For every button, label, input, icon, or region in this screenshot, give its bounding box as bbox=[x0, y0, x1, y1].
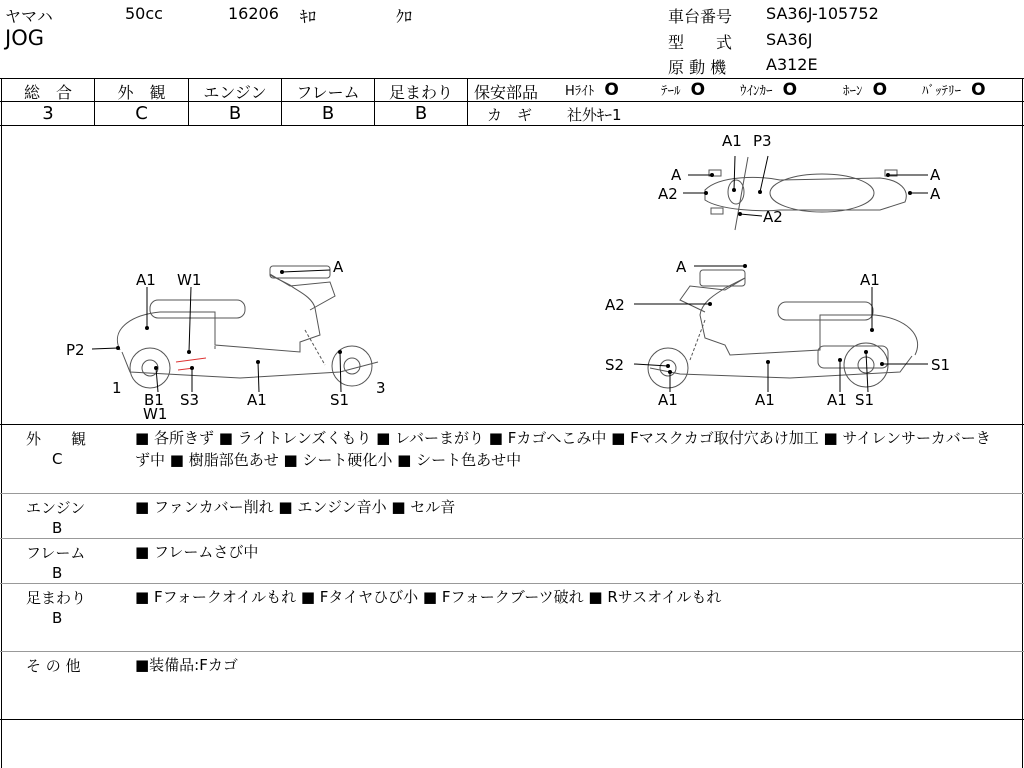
diag-label: W1 bbox=[177, 271, 202, 289]
safety-item-battery bbox=[922, 80, 986, 100]
safety-item-mark: O bbox=[690, 80, 706, 100]
scooter-right-view bbox=[634, 266, 928, 392]
diag-label: A bbox=[676, 258, 687, 276]
detail-grade-exterior: C bbox=[52, 450, 63, 468]
safety-item-horn bbox=[843, 80, 887, 100]
diag-label: P3 bbox=[753, 132, 772, 150]
type-value: SA36J bbox=[766, 30, 813, 49]
safety-item-winker bbox=[740, 80, 797, 100]
mileage: 16206 bbox=[228, 4, 279, 23]
detail-text-suspension: ■ Fフォークオイルもれ ■ Fタイヤひび小 ■ Fフォークブーツ破れ ■ Rサスオイルもれ bbox=[135, 588, 722, 606]
suspension-score-label: 足まわり bbox=[388, 83, 453, 102]
diag-label: W1 bbox=[143, 405, 168, 423]
diag-label: S1 bbox=[330, 391, 350, 409]
diag-label: A1 bbox=[722, 132, 742, 150]
safety-item-name: ﾃｰﾙ bbox=[661, 84, 681, 99]
key-value: 社外ｷｰ1 bbox=[567, 106, 622, 124]
safety-label: 保安部品 bbox=[474, 83, 539, 102]
safety-item-name: ﾊﾞｯﾃﾘｰ bbox=[922, 84, 961, 99]
scooter-left-view bbox=[92, 266, 378, 392]
diag-label: P2 bbox=[66, 341, 85, 359]
detail-title-engine: エンジン bbox=[26, 499, 86, 517]
diag-label: A bbox=[930, 185, 941, 203]
detail-grade-engine: B bbox=[52, 519, 63, 537]
diag-label: B1 bbox=[144, 391, 164, 409]
diag-label: 3 bbox=[376, 379, 386, 397]
frame-no: SA36J-105752 bbox=[766, 4, 879, 23]
diag-label: A1 bbox=[658, 391, 678, 409]
diag-label: S3 bbox=[180, 391, 200, 409]
detail-text-engine: ■ ファンカバー削れ ■ エンジン音小 ■ セル音 bbox=[135, 498, 456, 516]
diag-label: S2 bbox=[605, 356, 625, 374]
frame-no-label: 車台番号 bbox=[668, 7, 733, 26]
detail-title-suspension: 足まわり bbox=[26, 589, 87, 607]
scooter-top-view bbox=[683, 156, 928, 230]
diag-label: S1 bbox=[855, 391, 875, 409]
safety-item-mark: O bbox=[872, 80, 888, 100]
safety-item-name: Hﾗｲﾄ bbox=[565, 84, 595, 99]
safety-item-mark: O bbox=[604, 80, 619, 100]
exterior-score: C bbox=[135, 103, 148, 124]
total-label: 総 合 bbox=[23, 83, 72, 102]
diag-label: A1 bbox=[827, 391, 847, 409]
diag-label: A1 bbox=[860, 271, 880, 289]
diag-label: A2 bbox=[658, 185, 678, 203]
diag-label: A1 bbox=[247, 391, 267, 409]
safety-item-name: ﾎｰﾝ bbox=[843, 84, 863, 99]
safety-item-tail bbox=[661, 80, 705, 100]
detail-text-frame: ■ フレームさび中 bbox=[135, 543, 259, 561]
frame-score-label: フレーム bbox=[296, 83, 360, 102]
detail-title-other: そ の 他 bbox=[26, 657, 81, 675]
diag-label: A1 bbox=[136, 271, 156, 289]
model-name: JOG bbox=[5, 26, 44, 50]
diag-label: A bbox=[333, 258, 344, 276]
diag-label: A2 bbox=[605, 296, 625, 314]
color: ｸﾛ bbox=[396, 7, 413, 26]
engine-label: 原 動 機 bbox=[668, 58, 727, 77]
detail-text-exterior: ■ 各所きず ■ ライトレンズくもり ■ レバーまがり ■ Fカゴへこみ中 ■ Fマスクカゴ取付穴あけ加工 ■ サイレンサーカバーきず中 ■ 樹脂部色あせ ■ シート硬化小 ■ シート色あせ中 bbox=[135, 429, 991, 469]
safety-item-mark: O bbox=[782, 80, 798, 100]
detail-text-other: ■装備品:Fカゴ bbox=[135, 656, 238, 674]
mileage-unit: ｷﾛ bbox=[300, 7, 317, 26]
detail-title-exterior: 外 観 bbox=[26, 430, 87, 448]
detail-grade-suspension: B bbox=[52, 609, 63, 627]
total-score: 3 bbox=[42, 103, 54, 124]
frame-score: B bbox=[321, 103, 335, 124]
diag-label: 1 bbox=[112, 379, 122, 397]
exterior-label: 外 観 bbox=[117, 83, 166, 102]
detail-grade-frame: B bbox=[52, 564, 63, 582]
diag-label: S1 bbox=[931, 356, 951, 374]
safety-item-mark: O bbox=[971, 80, 986, 100]
safety-item-name: ｳｲﾝｶｰ bbox=[740, 84, 773, 99]
type-label: 型 式 bbox=[668, 33, 733, 52]
engine-score-label: エンジン bbox=[203, 83, 267, 102]
diag-label: A2 bbox=[763, 208, 783, 226]
diag-label: A bbox=[930, 166, 941, 184]
suspension-score: B bbox=[414, 103, 428, 124]
key-label: カ ギ bbox=[487, 106, 533, 124]
maker: ヤマハ bbox=[5, 7, 53, 26]
diag-label: A1 bbox=[755, 391, 775, 409]
detail-title-frame: フレーム bbox=[26, 544, 86, 562]
engine-score: B bbox=[228, 103, 242, 124]
scooter-damage-diagram bbox=[0, 126, 1024, 424]
engine-value: A312E bbox=[766, 55, 818, 74]
safety-item-headlight bbox=[565, 80, 619, 100]
displacement: 50cc bbox=[125, 4, 163, 23]
diag-label: A bbox=[671, 166, 682, 184]
